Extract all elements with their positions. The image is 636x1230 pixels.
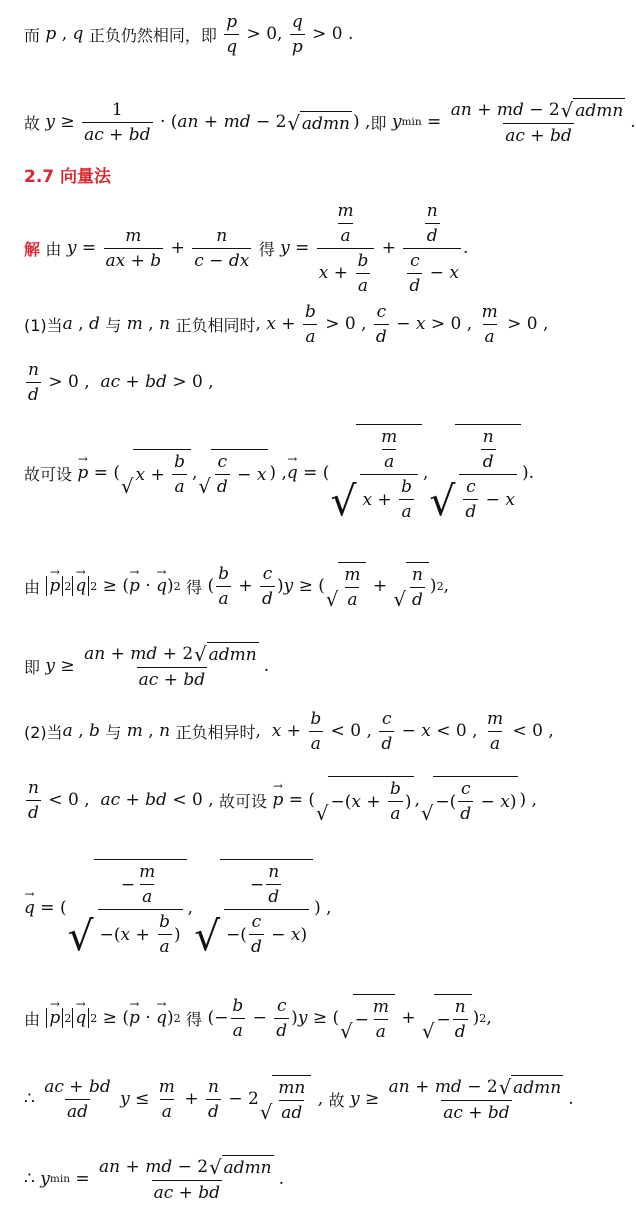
fraction: $\frac{p}{q}$ — [226, 11, 238, 57]
line-therefore-2: ∴ y min = an + md − 2 √ admn ac + bd . — [24, 1156, 285, 1203]
line-solution: 解 由 y = $\frac{m}{ax + b}$ + $\frac{n}{c - dx}$ 得 y = $\frac{m}{a}$ x + $\frac{b}{a}$ + $\frac{n}{d}$ $\frac{c}{d}$ − x . — [24, 200, 469, 296]
fraction: $\frac{1}{ac + bd}$ — [84, 99, 151, 145]
line-inequality-1: 由 → p 2 → q 2 ≥ ( → p · → q ) 2 得 ( $\frac{b}{a}$ + $\frac{c}{d}$ ) y ≥ ( √ $\frac{m}{a}$ + √ $\frac{n}{d}$ ) 2 , — [24, 556, 449, 616]
line-inequality-2: 由 → p 2 → q 2 ≥ ( → p · → q ) 2 得 (− $\frac{b}{a}$ − $\frac{c}{d}$ ) y ≥ ( √ − $\frac{m}{a}$ + √ − $\frac{n}{d}$ ) 2 , — [24, 988, 492, 1048]
line-2: 故 y ≥ $\frac{1}{ac + bd}$ · ( an + md − 2 √ admn ) , 即 y min = an + md − 2 √ admn ac + bd . — [24, 99, 636, 146]
line-result-1: 即 y ≥ an + md + 2 √ admn ac + bd . — [24, 643, 270, 690]
line-vectors-1: 故可设 → p = ( √ x + $\frac{b}{a}$ , √ $\frac{c}{d}$ − x ) , → q = ( √ $\frac{m}{a}$ x + $\frac{b}{a}$ , √ $\frac{n}{d}$ $\frac{c}{d}$ − x ). — [24, 418, 534, 528]
fraction: $\frac{m}{a}$ x + $\frac{b}{a}$ — [317, 201, 375, 296]
fraction: $\frac{n}{d}$ $\frac{c}{d}$ − x — [403, 201, 461, 296]
section-heading: 2.7 向量法 — [24, 167, 112, 187]
line-case2-cont: $\frac{n}{d}$ < 0 , ac + bd < 0 , 故可设 → p = ( √ −( x + $\frac{b}{a}$ ) , √ −( $\frac{c}{d}$ − x ) ) , — [24, 772, 537, 828]
line-1: 而 p , q 正负仍然相同，即 $\frac{p}{q}$ > 0, $\frac{q}{p}$ > 0 . — [24, 11, 354, 57]
line-case1: (1)当 a , d 与 m , n 正负相同时 , x + $\frac{b}{a}$ > 0 , $\frac{c}{d}$ − x > 0 , $\frac{m}{a}$ > 0 , — [24, 301, 549, 347]
fraction: $\frac{n}{c - dx}$ — [194, 225, 250, 271]
fraction: $\frac{q}{p}$ — [291, 11, 303, 57]
line-case1-cont: $\frac{n}{d}$ > 0 , ac + bd > 0 , — [28, 359, 214, 405]
fraction: an + md − 2 √ admn ac + bd — [450, 99, 624, 146]
fraction: $\frac{m}{ax + b}$ — [105, 225, 162, 271]
line-vectors-2: → q = ( √ − $\frac{m}{a}$ −( x + $\frac{b}{a}$ ) , √ − $\frac{n}{d}$ −( $\frac{c}{d}$ − x ) ) , — [24, 852, 332, 964]
line-therefore-1: ∴ $\frac{ac + bd}{ad}$ y ≤ $\frac{m}{a}$ + $\frac{n}{d}$ − 2 √ $\frac{mn}{ad}$ , 故 y ≥ an + md − 2 √ admn ac + bd . — [24, 1076, 574, 1125]
line-case2: (2)当 a , b 与 m , n 正负相异时 , x + $\frac{b}{a}$ < 0 , $\frac{c}{d}$ − x < 0 , $\frac{m}{a}$ < 0 , — [24, 708, 554, 754]
